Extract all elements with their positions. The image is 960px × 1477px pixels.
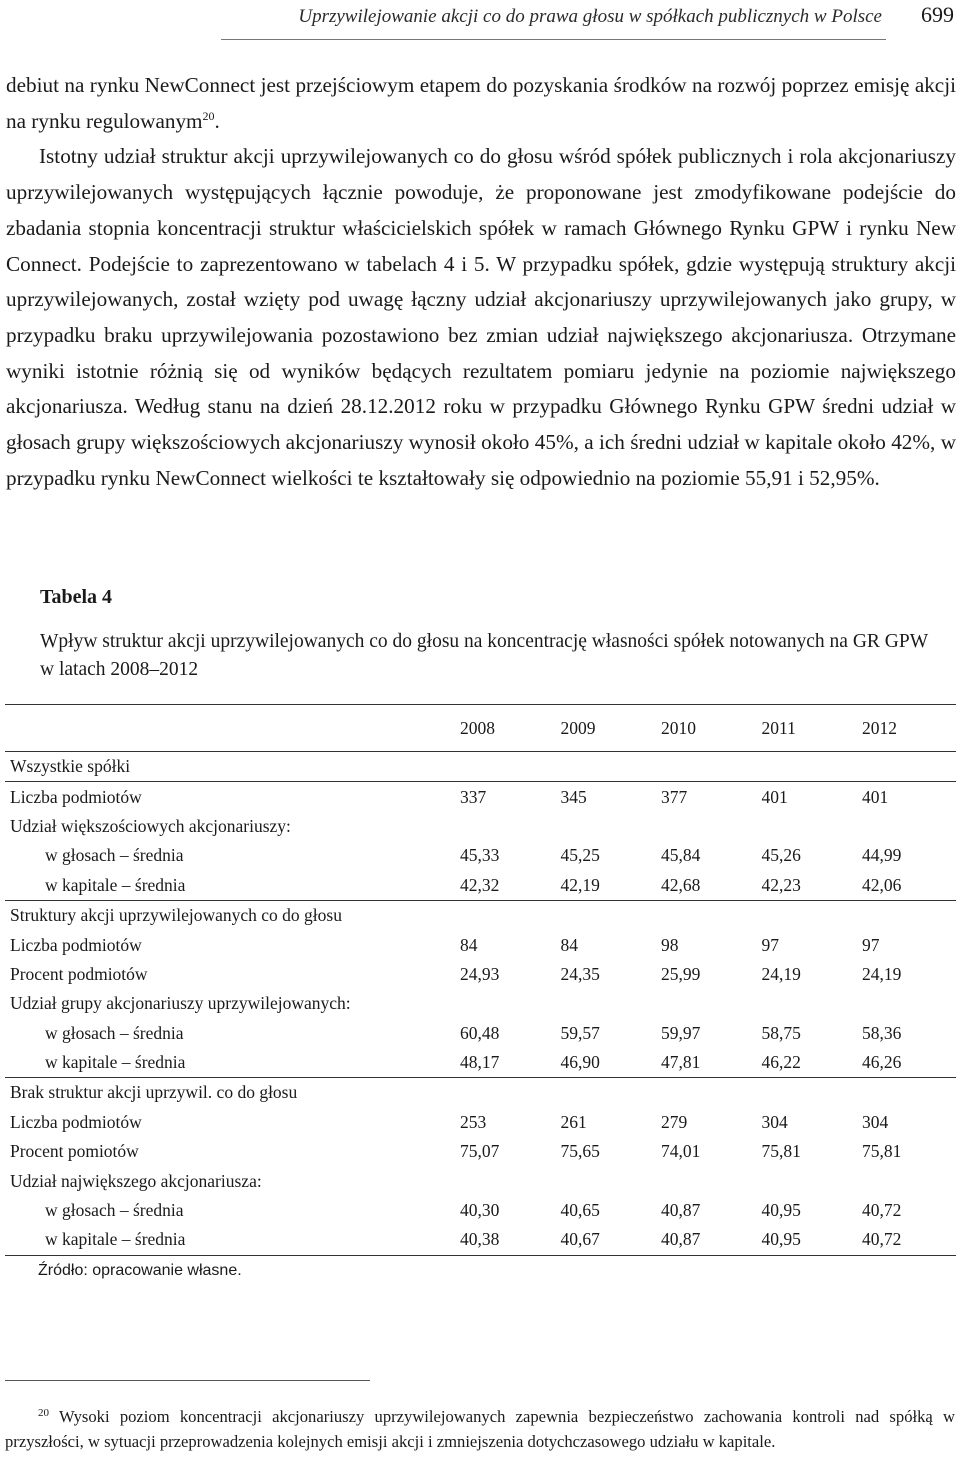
table-cell: 42,32 bbox=[460, 871, 561, 901]
table-row bbox=[5, 1108, 956, 1137]
table-cell bbox=[862, 989, 956, 1018]
table-cell: 24,35 bbox=[560, 963, 600, 984]
paragraph-2: Istotny udział struktur akcji uprzywilejowanych co do głosu wśród spółek publicznych i rola akcjonariuszy uprzywilejowanych występujących łącznie powoduje, że proponowane jest zmodyfikowane podejście do zbadania stopnia koncentracji struktur właścicielskich spółek w ramach Głównego Rynku GPW i rynku New Connect. Podejście to zaprezentowano w tabelach 4 i 5. W przypadku spółek, gdzie występują struktury akcji uprzywilejowanych, został wzięty pod uwagę łączny udział akcjonariuszy uprzywilejowanych jako grupy, w przypadku braku uprzywilejowania pozostawiono bez zmian udział największego akcjonariusza. Otrzymane wyniki istotnie różnią się od wyników będących rezultatem pomiaru jedynie na poziomie największego akcjonariusza. Według stanu na dzień 28.12.2012 roku w przypadku Głównego Rynku GPW średni udział w głosach grupy większościowych akcjonariuszy wynosił około 45%, a ich średni udział w kapitale około 42%, w przypadku rynku NewConnect wielkości te kształtowały się odpowiednio na poziomie 55,91 i 52,95%. bbox=[6, 144, 956, 490]
table-row bbox=[5, 1048, 956, 1078]
footnote-reference[interactable]: 20 bbox=[202, 108, 215, 123]
footnote-rule bbox=[5, 1380, 370, 1381]
table-row bbox=[5, 900, 956, 930]
data-table bbox=[5, 704, 956, 1256]
table-cell: 59,57 bbox=[560, 1022, 600, 1043]
table-cell bbox=[560, 989, 661, 1018]
table-cell: 42,06 bbox=[862, 871, 956, 901]
table-row bbox=[5, 930, 956, 959]
table-cell bbox=[560, 1078, 661, 1108]
table-cell: 45,33 bbox=[459, 845, 500, 866]
table-cell: 40,30 bbox=[459, 1200, 500, 1221]
row-label: Procent podmiotów bbox=[10, 963, 148, 984]
table-cell: 345 bbox=[560, 786, 587, 807]
row-label: w głosach – średnia bbox=[45, 845, 184, 866]
table-cell bbox=[460, 1078, 561, 1108]
table-cell: 261 bbox=[560, 1111, 587, 1132]
table-cell: 40,87 bbox=[660, 1200, 701, 1221]
table-cell bbox=[661, 812, 762, 841]
page-number: 699 bbox=[921, 2, 954, 27]
table-cell bbox=[761, 752, 862, 782]
table-cell bbox=[560, 1166, 661, 1195]
table-cell: 24,93 bbox=[459, 963, 500, 984]
row-label: w kapitale – średnia bbox=[5, 1048, 460, 1078]
table-cell: 45,26 bbox=[761, 845, 801, 866]
table-cell bbox=[862, 1078, 956, 1108]
table-cell: 47,81 bbox=[661, 1048, 762, 1078]
body-text bbox=[6, 68, 956, 496]
row-label: Liczba podmiotów bbox=[10, 786, 142, 807]
table-cell: 58,75 bbox=[761, 1022, 801, 1043]
table-row bbox=[5, 1078, 956, 1108]
table-cell: 25,99 bbox=[660, 963, 701, 984]
table-cell: 40,87 bbox=[661, 1225, 762, 1255]
table-row bbox=[5, 841, 956, 870]
table-cell bbox=[560, 812, 661, 841]
table-cell: 304 bbox=[861, 1111, 889, 1132]
table-caption: Wpływ struktur akcji uprzywilejowanych co do głosu na koncentrację własności spółek notowanych na GR GPW w latach 2008–2012 bbox=[40, 631, 928, 680]
table-cell: 75,81 bbox=[861, 1141, 902, 1162]
table-cell: 75,81 bbox=[761, 1141, 801, 1162]
row-label: Udział największego akcjonariusza: bbox=[10, 1170, 262, 1191]
table-cell: 40,72 bbox=[861, 1200, 902, 1221]
table-cell: 40,67 bbox=[560, 1225, 661, 1255]
table-cell: 46,22 bbox=[761, 1048, 862, 1078]
row-label: Wszystkie spółki bbox=[5, 752, 460, 782]
paragraph-1: debiut na rynku NewConnect jest przejściowym etapem do pozyskania środków na rozwój poprzez emisję akcji na rynku regulowanym$^{20}$. bbox=[6, 73, 956, 133]
table-row bbox=[5, 1019, 956, 1048]
table-cell bbox=[661, 1166, 762, 1195]
row-label: w kapitale – średnia bbox=[5, 1225, 460, 1255]
table-cell: 48,17 bbox=[460, 1048, 561, 1078]
table-cell bbox=[761, 900, 862, 930]
header-rule bbox=[221, 39, 886, 40]
table-cell: 24,19 bbox=[761, 963, 801, 984]
table-cell bbox=[761, 1166, 862, 1195]
table-cell bbox=[460, 989, 561, 1018]
table-cell bbox=[761, 989, 862, 1018]
row-label: Udział grupy akcjonariuszy uprzywilejowanych: bbox=[10, 993, 351, 1014]
table-cell: 46,90 bbox=[560, 1048, 661, 1078]
table-cell: 75,65 bbox=[560, 1141, 600, 1162]
table-cell bbox=[661, 900, 762, 930]
year-header: 2010 bbox=[661, 705, 762, 752]
table-cell: 401 bbox=[761, 786, 788, 807]
row-label: Liczba podmiotów bbox=[10, 1111, 142, 1132]
footnote-number: 20 bbox=[38, 1407, 49, 1419]
table-cell: 40,95 bbox=[761, 1200, 801, 1221]
table-cell: 40,38 bbox=[460, 1225, 561, 1255]
table-source-note: Źródło: opracowanie własne. bbox=[38, 1262, 242, 1279]
table-cell: 74,01 bbox=[660, 1141, 701, 1162]
table-cell: 24,19 bbox=[861, 963, 902, 984]
table-row bbox=[5, 782, 956, 812]
table-cell: 98 bbox=[660, 934, 679, 955]
table-cell: 304 bbox=[761, 1111, 788, 1132]
footnote-text: Wysoki poziom koncentracji akcjonariuszy uprzywilejowanych zapewnia bezpieczeństwo zachowania kontroli nad spółką w przyszłości, w sytuacji przeprowadzenia kolejnych emisji akcji i zmniejszenia dotychczasowego udziału w kapitale. bbox=[5, 1407, 955, 1451]
running-header bbox=[0, 0, 960, 42]
table-cell: 42,23 bbox=[761, 871, 862, 901]
table-cell: 45,84 bbox=[660, 845, 701, 866]
year-header: 2012 bbox=[862, 705, 956, 752]
table-cell bbox=[560, 900, 661, 930]
table-row bbox=[5, 1196, 956, 1225]
table-cell: 40,72 bbox=[862, 1225, 956, 1255]
table-cell: 59,97 bbox=[660, 1022, 701, 1043]
table-cell: 97 bbox=[861, 934, 880, 955]
row-label: w głosach – średnia bbox=[45, 1022, 184, 1043]
table-cell: 60,48 bbox=[459, 1022, 500, 1043]
table-cell bbox=[761, 812, 862, 841]
table-header-row bbox=[5, 705, 956, 752]
row-label: w głosach – średnia bbox=[45, 1200, 184, 1221]
table-cell bbox=[862, 1166, 956, 1195]
table-cell: 46,26 bbox=[862, 1048, 956, 1078]
table-cell bbox=[460, 1166, 561, 1195]
table-cell bbox=[661, 1078, 762, 1108]
table-cell bbox=[761, 1078, 862, 1108]
table-row bbox=[5, 1225, 956, 1255]
row-label: Brak struktur akcji uprzywil. co do głosu bbox=[10, 1082, 298, 1103]
table-cell bbox=[560, 752, 661, 782]
row-label: Udział większościowych akcjonariuszy: bbox=[10, 815, 291, 836]
table-cell: 84 bbox=[560, 934, 578, 955]
table-label: Tabela 4 bbox=[40, 586, 113, 608]
table-cell: 58,36 bbox=[861, 1022, 902, 1043]
row-label: Liczba podmiotów bbox=[10, 934, 142, 955]
table-row bbox=[5, 1166, 956, 1195]
table-cell bbox=[661, 989, 762, 1018]
table-row bbox=[5, 1137, 956, 1166]
table-row bbox=[5, 871, 956, 901]
table-cell bbox=[460, 900, 561, 930]
table-cell: 45,25 bbox=[560, 845, 600, 866]
table-cell: 97 bbox=[761, 934, 779, 955]
table-row bbox=[5, 812, 956, 841]
table-cell bbox=[460, 752, 561, 782]
table-row bbox=[5, 960, 956, 989]
table-cell bbox=[862, 900, 956, 930]
table-cell: 401 bbox=[861, 786, 889, 807]
table-cell: 84 bbox=[459, 934, 478, 955]
row-label: Procent pomiotów bbox=[10, 1141, 139, 1162]
table-row bbox=[5, 752, 956, 782]
table-cell: 44,99 bbox=[861, 845, 902, 866]
table-cell bbox=[862, 812, 956, 841]
table-row bbox=[5, 989, 956, 1018]
table-cell: 40,95 bbox=[761, 1225, 862, 1255]
table-cell: 75,07 bbox=[459, 1141, 500, 1162]
table-cell: 42,19 bbox=[560, 871, 661, 901]
year-header: 2009 bbox=[560, 705, 661, 752]
table-cell bbox=[460, 812, 561, 841]
year-header: 2008 bbox=[460, 705, 561, 752]
table-cell: 40,65 bbox=[560, 1200, 600, 1221]
table-cell: 253 bbox=[459, 1111, 487, 1132]
table-cell: 377 bbox=[660, 786, 688, 807]
table-cell bbox=[862, 752, 956, 782]
table-cell: 279 bbox=[660, 1111, 688, 1132]
footnote bbox=[5, 1405, 955, 1454]
running-title: Uprzywilejowanie akcji co do prawa głosu w spółkach publicznych w Polsce bbox=[298, 6, 882, 27]
table-cell bbox=[661, 752, 762, 782]
row-label: Struktury akcji uprzywilejowanych co do głosu bbox=[10, 905, 342, 926]
row-label: w kapitale – średnia bbox=[5, 871, 460, 901]
table-cell: 42,68 bbox=[661, 871, 762, 901]
year-header: 2011 bbox=[761, 705, 862, 752]
table-cell: 337 bbox=[459, 786, 487, 807]
header-empty-cell bbox=[5, 705, 460, 752]
